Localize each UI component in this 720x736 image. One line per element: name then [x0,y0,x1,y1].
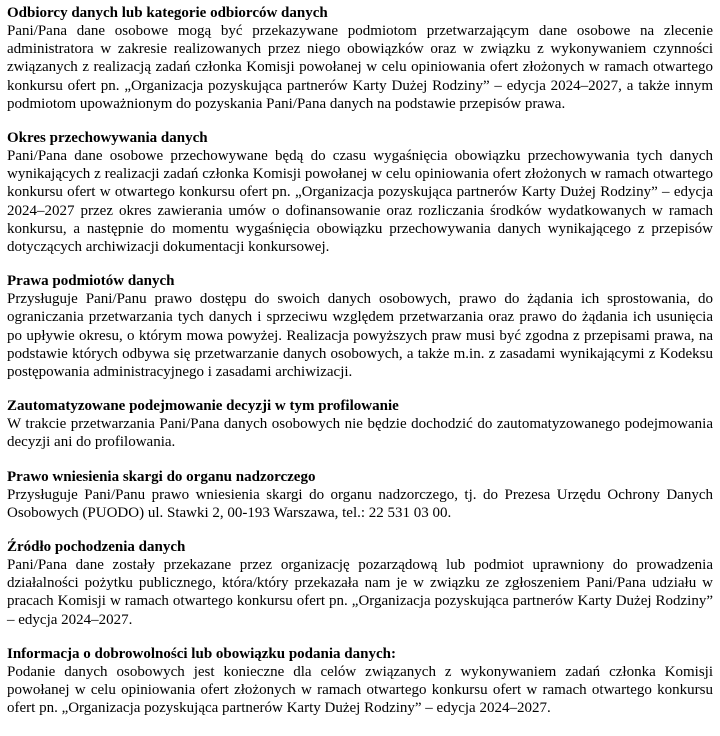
section-heading: Okres przechowywania danych [7,130,208,147]
section-heading: Zautomatyzowane podejmowanie decyzji w tym profilowanie [7,398,399,415]
section-heading: Prawa podmiotów danych [7,273,175,290]
section-body: Pani/Pana dane zostały przekazane przez organizację pozarządową lub podmiot uprawniony do prowadzenia działalności pożytku publicznego, która/który przekazała nam je w związku ze zgłoszeniem Pani/Pana udziału w pracach Komisji w ramach otwartego konkursu ofert pn. „Organizacja pozyskująca partnerów Karty Dużej Rodziny” – edycja 2024–2027. [7,557,713,628]
section-body: Pani/Pana dane osobowe mogą być przekazywane podmiotom przetwarzającym dane osobowe na zlecenie administratora w zakresie realizowanych przez niego obowiązków oraz w związku z wykonywaniem czynności związanych z realizacją zadań członka Komisji powołanej w celu opiniowania ofert złożonych w ramach otwartego konkursu ofert pn. „Organizacja pozyskująca partnerów Karty Dużej Rodziny” – edycja 2024–2027, a także innym podmiotom upoważnionym do pozyskania Pani/Pana danych na podstawie przepisów prawa. [7,23,713,112]
section-body: Podanie danych osobowych jest konieczne dla celów związanych z wykonywaniem zadań członka Komisji powołanej w celu opiniowania ofert złożonych w ramach otwartego konkursu ofert w ramach otwartego konkursu ofert pn. „Organizacja pozyskująca partnerów Karty Dużej Rodziny” – edycja 2024–2027. [7,663,713,717]
section-retention-period [7,129,713,256]
section-heading: Prawo wniesienia skargi do organu nadzorczego [7,468,316,485]
section-data-source [7,538,713,629]
section-data-subject-rights [7,272,713,381]
section-heading: Źródło pochodzenia danych [7,539,186,556]
section-heading: Odbiorcy danych lub kategorie odbiorców danych [7,5,328,21]
section-voluntary-obligation [7,645,713,718]
section-recipients [7,4,713,113]
section-body: Pani/Pana dane osobowe przechowywane będą do czasu wygaśnięcia obowiązku przechowywania tych danych wynikających z realizacji zadań członka Komisji powołanej w celu opiniowania ofert złożonych w ramach otwartego konkursu ofert w otwartego konkursu ofert pn. „Organizacja pozyskująca partnerów Karty Dużej Rodziny” – edycja 2024–2027 przez okres zawierania umów o dofinansowanie oraz rozliczania środków wydatkowanych w ramach konkursu, a następnie do momentu wygaśnięcia obowiązku przechowywania danych wynikającego z przepisów dotyczących archiwizacji dokumentacji konkursowej. [7,148,713,256]
section-body: Przysługuje Pani/Panu prawo dostępu do swoich danych osobowych, prawo do żądania ich sprostowania, do ograniczania przetwarzania tych danych i sprzeciwu względem przetwarzania oraz prawo do żądania ich usunięcia po upływie okresu, o którym mowa powyżej. Realizacja powyższych praw musi być zgodna z przepisami prawa, na podstawie których odbywa się przetwarzanie danych osobowych, a także m.in. z zasadami wynikającymi z Kodeksu postępowania administracyjnego i zasadami archiwizacji. [7,291,713,381]
section-automated-decisions [7,397,713,451]
section-complaint-right [7,468,713,522]
section-heading: Informacja o dobrowolności lub obowiązku podania danych: [7,645,396,662]
section-body: W trakcie przetwarzania Pani/Pana danych osobowych nie będzie dochodzić do zautomatyzowanego podejmowania decyzji ani do profilowania. [7,416,713,451]
section-body: Przysługuje Pani/Panu prawo wniesienia skargi do organu nadzorczego, tj. do Prezesa Urzędu Ochrony Danych Osobowych (PUODO) ul. Stawki 2, 00-193 Warszawa, tel.: 22 531 03 00. [7,486,713,521]
